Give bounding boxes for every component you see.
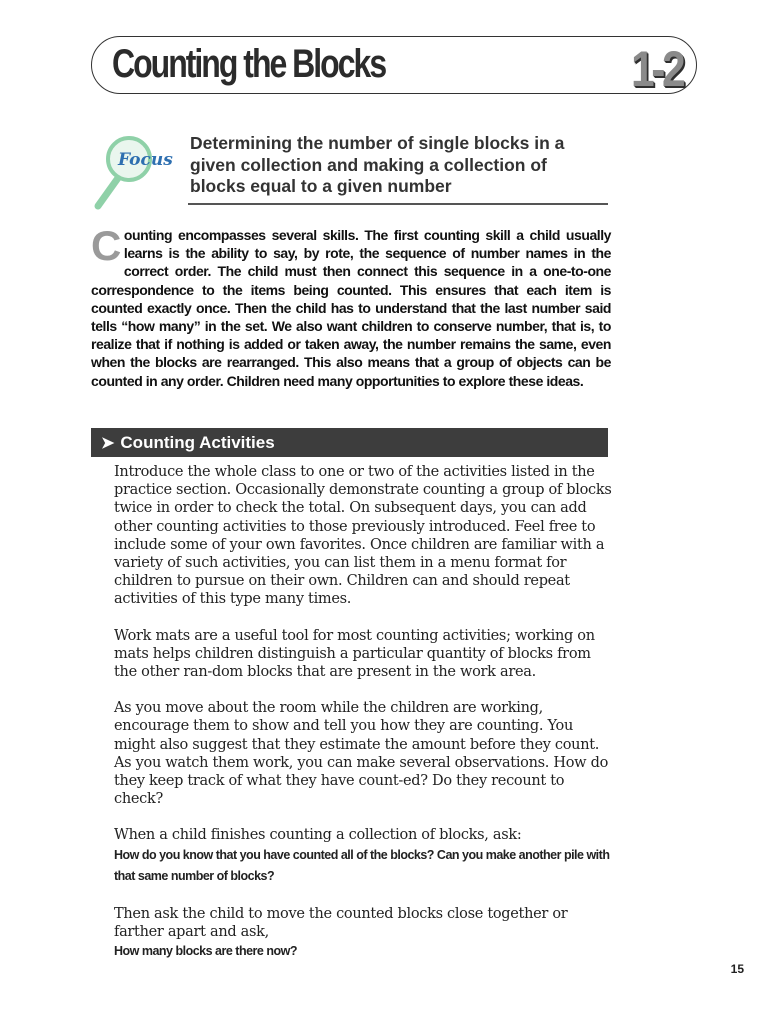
drop-cap: C [91,222,121,269]
focus-statement: Determining the number of single blocks in a given collection and making a collection of blocks equal to a given number [190,133,565,196]
body-paragraph-4: When a child finishes counting a collection of blocks, ask: [114,827,522,844]
focus-magnifier-icon [92,132,182,214]
page-title: Counting the Blocks [112,42,386,86]
body-paragraph-1: Introduce the whole class to one or two of the activities listed in the practice section. Occasionally demonstrate counting a group of blocks twice in order to check the total. On subsequent days, you can add other counting activities to those previously introduced. Feel free to include some of your own favorites. Once children are familiar with a variety of such activities, you can list them in a menu format for children to pursue on their own. Children can and should repeat activities of this type many times. [114,464,612,608]
body-paragraph-3: As you move about the room while the children are working, encourage them to show and tell you how they are counting. You might also suggest that they estimate the amount before they count. As you watch them work, you can make several observations. How do they keep track of what they have count-ed? Do they recount to check? [114,700,608,808]
body-paragraph-5: Then ask the child to move the counted blocks close together or farther apart and ask, [114,905,568,940]
page-number: 15 [730,962,744,976]
focus-divider [188,203,608,205]
teacher-question-1: How do you know that you have counted all of the blocks? Can you make another pile with that same number of blocks? [114,847,610,883]
lesson-number: 1-2 [630,41,682,97]
section-heading-bar [91,428,608,457]
body-paragraph-2: Work mats are a useful tool for most counting activities; working on mats helps children distinguish a particular quantity of blocks from the other ran-dom blocks that are present in the work area. [114,627,595,681]
focus-icon-label: Focus [118,150,173,170]
section-body [114,463,614,962]
teacher-question-2: How many blocks are there now? [114,944,297,959]
intro-text: ounting encompasses several skills. The first counting skill a child usually learns is the ability to say, by rote, the sequence of number names in the correct order. The child must then connect this sequence in a one-to-one correspondence to the items being counted. This ensures that each item is counted exactly once. Then the child has to understand that the last number said tells “how many” in the set. We also want children to conserve number, that is, to realize that if nothing is added or taken away, the number remains the same, even when the blocks are rearranged. This also means that a group of objects can be counted in any order. Children need many opportunities to explore these ideas. [91,227,611,389]
arrow-right-icon: ➤ [101,435,115,452]
intro-paragraph [91,222,611,390]
section-heading: Counting Activities [120,433,275,452]
